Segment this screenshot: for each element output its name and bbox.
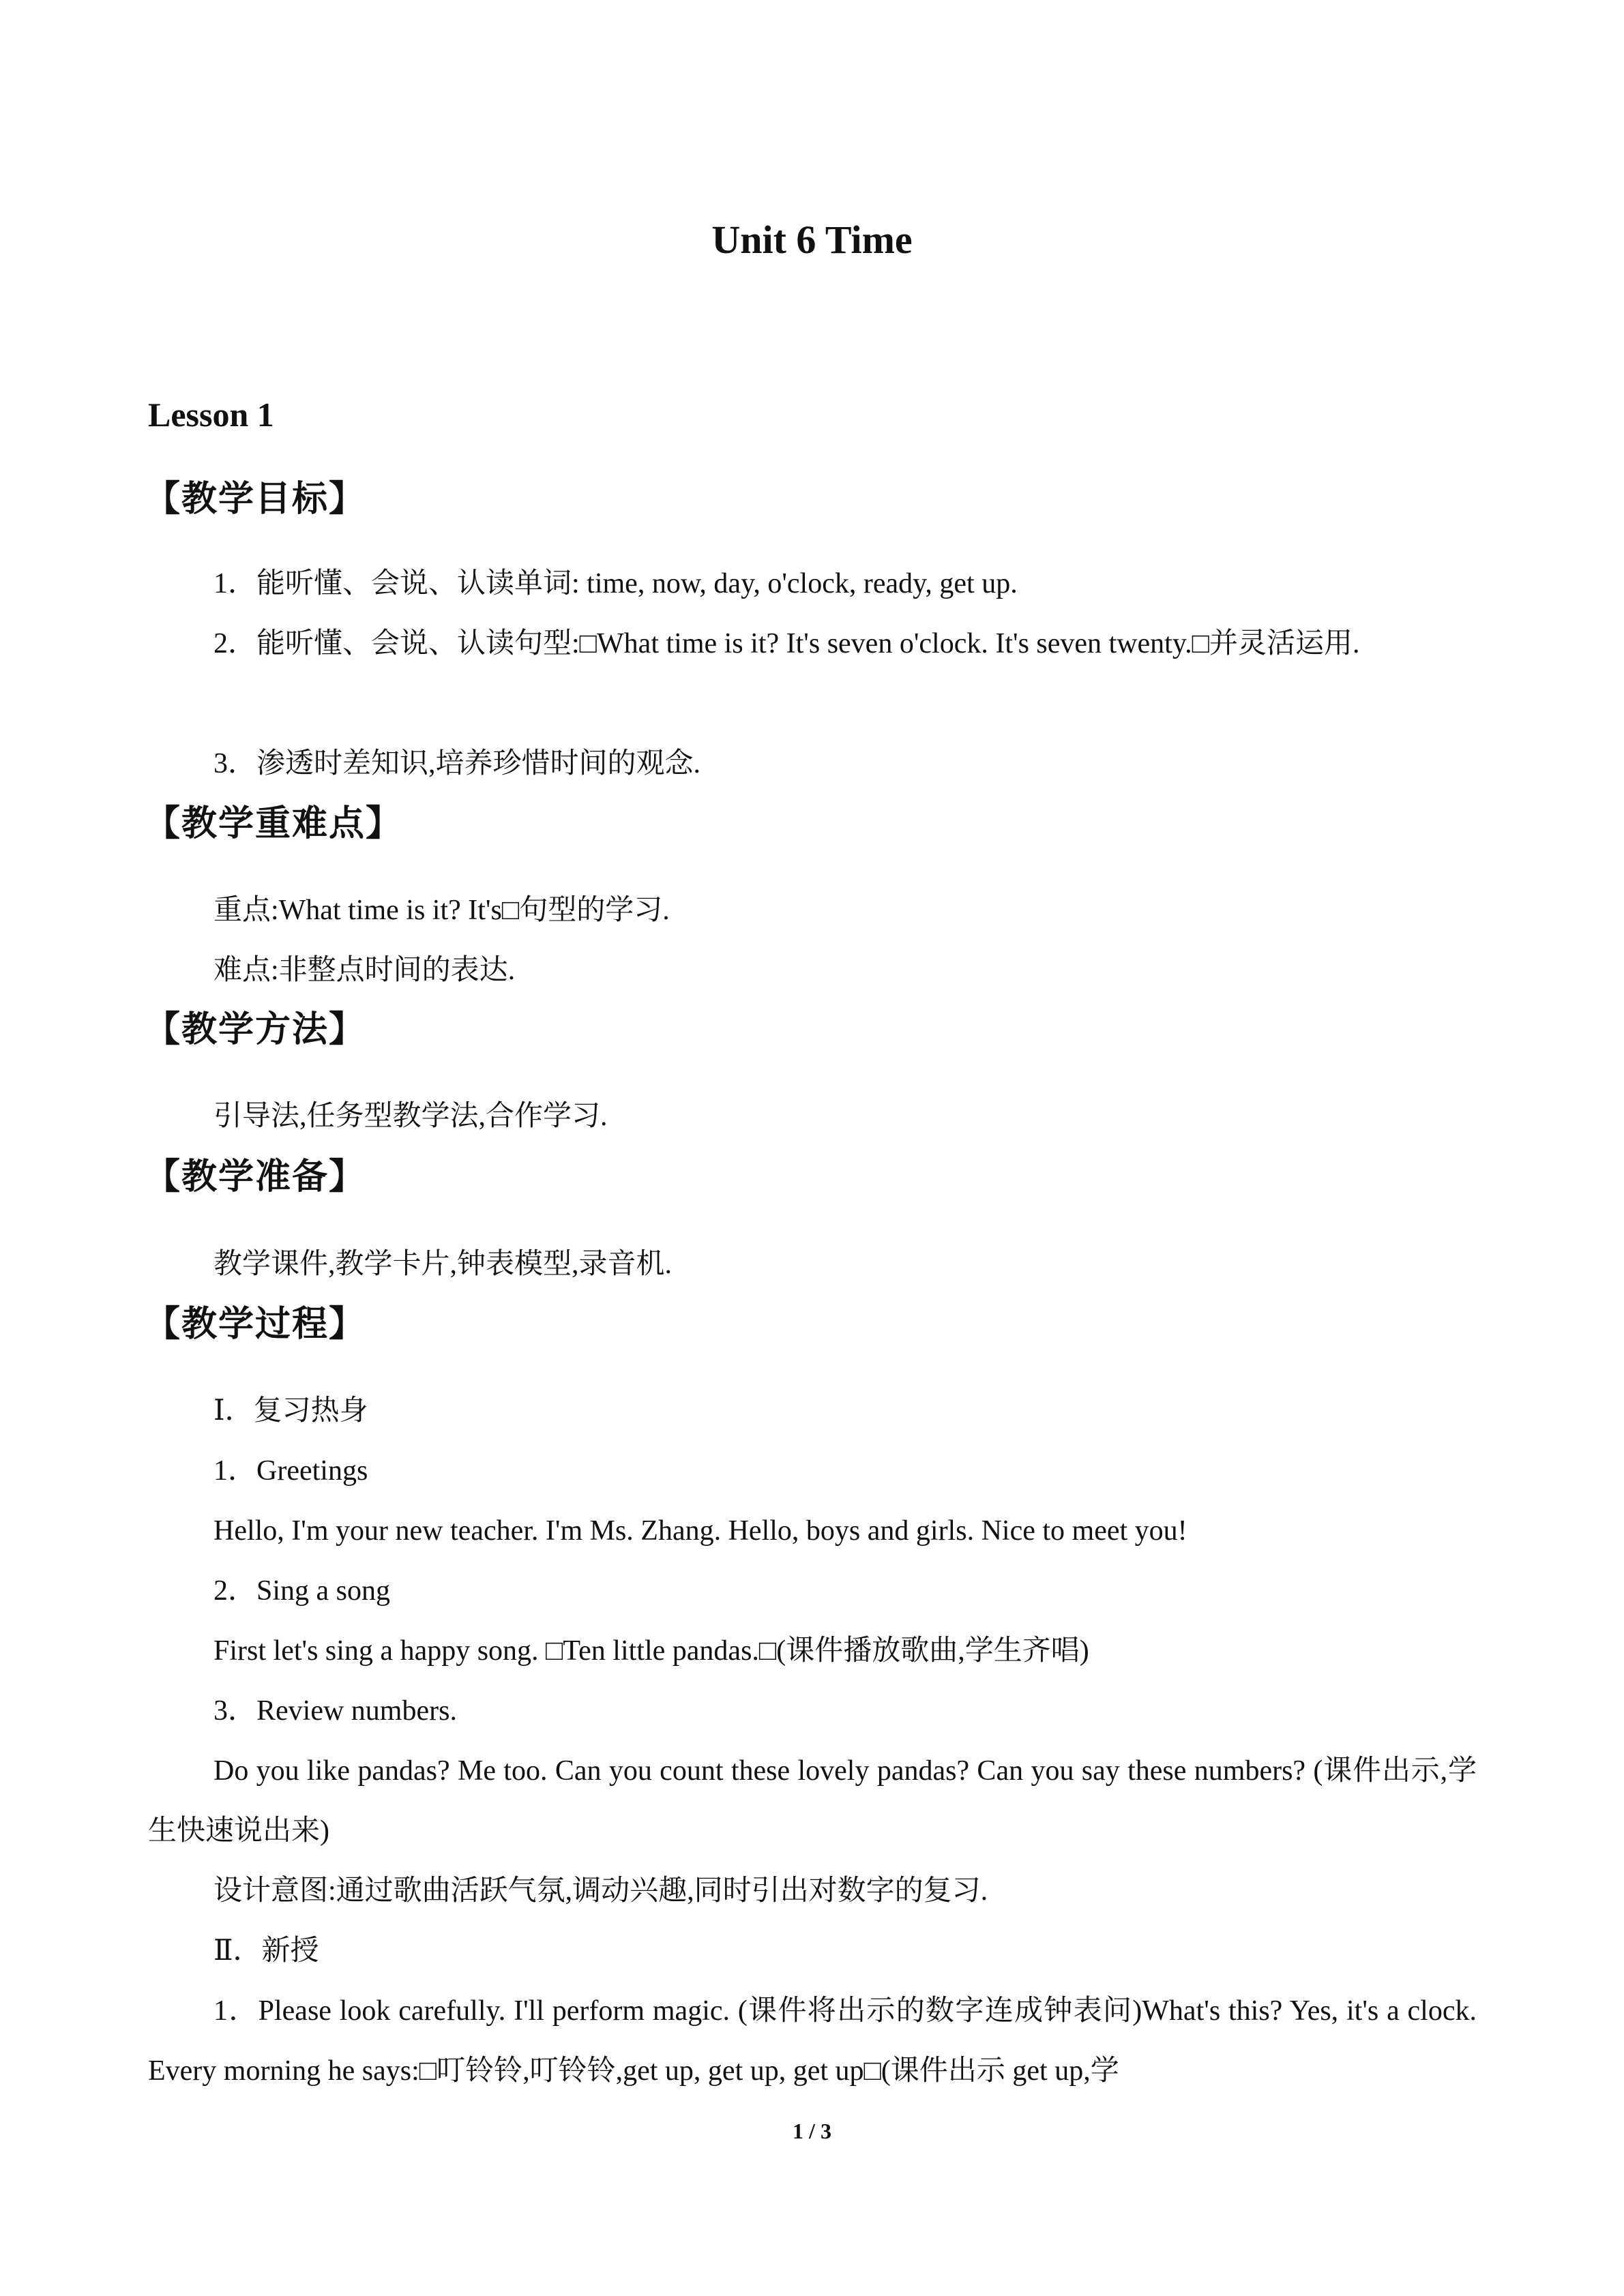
- page-number: 1 / 3: [793, 2119, 831, 2143]
- section-heading-methods: 【教学方法】: [145, 1009, 366, 1050]
- key-point-item-2: 难点:非整点时间的表达.: [213, 955, 516, 986]
- objective-item-1: 1．能听懂、会说、认读单词: time, now, day, o'clock, ready, get up.: [213, 568, 1018, 599]
- process-design-intent: 设计意图:通过歌曲活跃气氛,调动兴趣,同时引出对数字的复习.: [213, 1875, 988, 1907]
- objective-item-2: 2．能听懂、会说、认读句型:□What time is it? It's seven o'clock. It's seven twenty.□并灵活运用.: [213, 628, 1360, 659]
- process-item-greetings: 1．Greetings: [213, 1455, 368, 1487]
- process-text-review-numbers: Do you like pandas? Me too. Can you count these lovely pandas? Can you say these numbers? (课件出示,学生快速说出来): [148, 1755, 1477, 1847]
- section-heading-objectives: 【教学目标】: [145, 479, 366, 520]
- methods-text: 引导法,任务型教学法,合作学习.: [213, 1101, 608, 1132]
- process-text-greetings: Hello, I'm your new teacher. I'm Ms. Zhang. Hello, boys and girls. Nice to meet you!: [213, 1515, 1187, 1547]
- section-heading-key-points: 【教学重难点】: [145, 803, 403, 844]
- section-heading-preparation: 【教学准备】: [145, 1157, 366, 1197]
- process-step-new-lesson-heading: Ⅱ．新授: [213, 1935, 319, 1967]
- objective-item-3: 3．渗透时差知识,培养珍惜时间的观念.: [213, 748, 701, 779]
- preparation-text: 教学课件,教学卡片,钟表模型,录音机.: [213, 1249, 673, 1280]
- process-item-review-numbers: 3．Review numbers.: [213, 1695, 457, 1727]
- process-item-sing-song: 2．Sing a song: [213, 1575, 391, 1607]
- key-point-item-1: 重点:What time is it? It's□句型的学习.: [213, 895, 670, 926]
- process-text-magic-clock: 1．Please look carefully. I'll perform magic. (课件将出示的数字连成钟表问)What's this? Yes, it's a clock. Every morning he says:□叮铃铃,叮铃铃,get up, get up, get up□(课件出示 get up,学: [148, 1995, 1477, 2087]
- process-step-review-heading: Ⅰ．复习热身: [213, 1395, 368, 1427]
- process-text-sing-song: First let's sing a happy song. □Ten little pandas.□(课件播放歌曲,学生齐唱): [213, 1635, 1089, 1667]
- document-title: Unit 6 Time: [711, 218, 913, 262]
- lesson-heading: Lesson 1: [148, 396, 274, 434]
- section-heading-process: 【教学过程】: [145, 1304, 366, 1345]
